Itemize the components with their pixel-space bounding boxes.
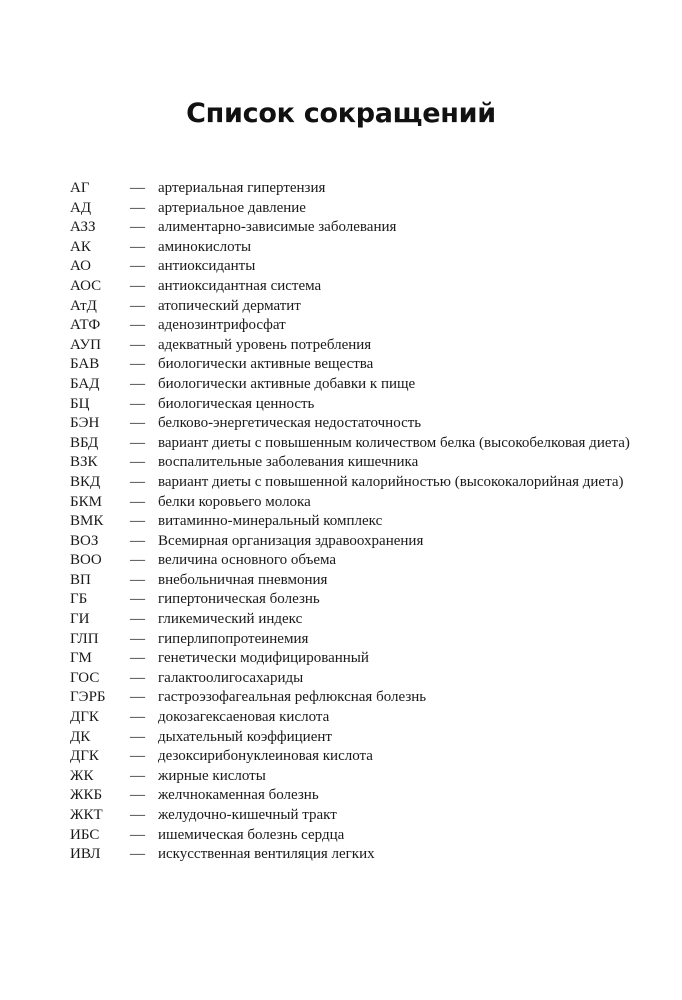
abbreviation-dash: — [130,807,145,823]
abbreviation-entry [70,590,630,610]
abbreviation-entry [70,297,630,317]
abbreviation-meaning: антиоксиданты [158,258,256,275]
abbreviation-dash: — [130,238,145,255]
abbreviation-code: БАД [70,375,100,392]
abbreviation-entry [70,218,630,238]
abbreviation-dash: — [130,532,145,549]
abbreviation-code: ИБС [70,826,100,843]
abbreviation-entry [70,767,630,787]
abbreviation-dash: — [130,571,145,588]
abbreviation-dash: — [130,395,145,412]
abbreviation-dash: — [130,317,145,334]
abbreviation-dash: — [130,356,145,373]
abbreviation-entry [70,571,630,591]
abbreviation-dash: — [130,552,145,569]
abbreviation-meaning: вариант диеты с повышенным количеством белка (высокобелковая диета) [158,434,630,451]
abbreviation-code: ВБД [70,434,99,451]
abbreviation-entry [70,395,630,415]
abbreviation-dash: — [130,728,145,745]
abbreviation-meaning: аденозинтрифосфат [158,317,286,334]
abbreviation-code: БКМ [70,493,102,510]
abbreviation-meaning: артериальная гипертензия [158,180,326,196]
abbreviation-code: БЭН [70,415,100,432]
abbreviation-entry [70,786,630,806]
abbreviation-entry [70,610,630,630]
abbreviation-meaning: гиперлипопротеинемия [158,630,309,647]
abbreviation-entry [70,512,630,532]
abbreviation-dash: — [130,434,145,451]
abbreviation-dash: — [130,630,145,647]
abbreviation-code: ЖК [70,767,94,784]
abbreviation-code: БАВ [70,356,100,373]
abbreviation-meaning: аминокислоты [158,238,252,255]
abbreviation-dash: — [130,513,145,530]
abbreviation-dash: — [130,787,145,804]
abbreviation-meaning: биологическая ценность [158,395,315,412]
abbreviation-entry [70,649,630,669]
abbreviation-meaning: галактоолигосахариды [158,669,304,686]
abbreviation-code: АтД [70,297,97,314]
abbreviation-entry [70,630,630,650]
abbreviation-code: БЦ [70,395,90,412]
abbreviation-entry [70,728,630,748]
abbreviation-meaning: желудочно-кишечный тракт [158,807,337,823]
abbreviation-entry [70,532,630,552]
abbreviation-meaning: атопический дерматит [158,297,301,314]
abbreviation-dash: — [130,219,145,236]
abbreviation-meaning: воспалительные заболевания кишечника [158,454,419,471]
abbreviation-dash: — [130,767,145,784]
abbreviation-dash: — [130,748,145,765]
abbreviation-meaning: докозагексаеновая кислота [158,709,330,726]
abbreviation-meaning: дыхательный коэффициент [158,728,332,745]
abbreviation-entry [70,336,630,356]
abbreviation-meaning: адекватный уровень потребления [158,336,372,353]
abbreviation-meaning: биологически активные добавки к пище [158,375,416,392]
abbreviation-entry [70,179,630,199]
abbreviation-meaning: жирные кислоты [158,767,266,784]
abbreviation-code: АК [70,238,91,255]
abbreviation-code: АО [70,258,91,275]
abbreviation-meaning: белково-энергетическая недостаточность [158,415,422,432]
abbreviation-meaning: искусственная вентиляция легких [158,846,375,863]
abbreviation-code: ИВЛ [70,846,101,863]
abbreviation-meaning: антиоксидантная система [158,277,322,294]
abbreviation-entry [70,199,630,219]
abbreviation-meaning: генетически модифицированный [158,650,369,667]
abbreviation-code: АУП [70,336,101,353]
abbreviation-code: АД [70,199,92,216]
abbreviation-meaning: величина основного объема [158,552,337,569]
abbreviation-dash: — [130,199,145,216]
abbreviation-dash: — [130,846,145,863]
abbreviation-dash: — [130,180,145,196]
abbreviation-entry [70,238,630,258]
abbreviation-dash: — [130,669,145,686]
abbreviation-entry [70,845,630,865]
abbreviation-code: ВМК [70,513,104,530]
abbreviation-meaning: ишемическая болезнь сердца [158,826,345,843]
abbreviation-entry [70,434,630,454]
abbreviation-entry [70,414,630,434]
abbreviation-meaning: гастроэзофагеальная рефлюксная болезнь [158,689,427,706]
abbreviation-entry [70,355,630,375]
abbreviation-meaning: биологически активные вещества [158,356,374,373]
abbreviation-dash: — [130,297,145,314]
abbreviation-entry [70,806,630,826]
abbreviation-code: АГ [70,180,90,196]
abbreviation-entry [70,747,630,767]
abbreviation-code: АТФ [70,317,101,334]
abbreviation-dash: — [130,336,145,353]
abbreviation-entry [70,708,630,728]
abbreviation-dash: — [130,709,145,726]
abbreviation-meaning: белки коровьего молока [158,493,311,510]
page-title: Список сокращений [186,98,496,129]
abbreviation-entry [70,688,630,708]
abbreviation-dash: — [130,493,145,510]
abbreviation-dash: — [130,277,145,294]
abbreviation-code: АОС [70,277,102,294]
abbreviation-entry [70,551,630,571]
abbreviation-code: ЖКБ [70,787,103,804]
abbreviation-code: ГМ [70,650,92,667]
abbreviation-meaning: гликемический индекс [158,611,303,628]
abbreviation-meaning: дезоксирибонуклеиновая кислота [158,748,373,765]
abbreviation-entry [70,375,630,395]
abbreviation-meaning: артериальное давление [158,199,306,216]
abbreviation-code: ДГК [70,748,99,765]
abbreviation-meaning: витаминно-минеральный комплекс [158,513,383,530]
abbreviation-dash: — [130,473,145,490]
abbreviation-meaning: алиментарно-зависимые заболевания [158,219,397,236]
abbreviation-meaning: вариант диеты с повышенной калорийностью (высококалорийная диета) [158,473,624,490]
abbreviation-code: ЖКТ [70,807,103,823]
abbreviation-code: ДГК [70,709,99,726]
abbreviation-code: ВОО [70,552,102,569]
abbreviation-code: ВЗК [70,454,98,471]
abbreviation-dash: — [130,826,145,843]
abbreviation-code: ДК [70,728,91,745]
abbreviation-code: ВОЗ [70,532,99,549]
abbreviation-dash: — [130,454,145,471]
abbreviation-entry [70,473,630,493]
abbreviation-dash: — [130,258,145,275]
abbreviation-dash: — [130,650,145,667]
abbreviation-dash: — [130,375,145,392]
abbreviation-entry [70,669,630,689]
abbreviation-entry [70,493,630,513]
abbreviation-code: ГЛП [70,630,99,647]
abbreviation-code: ГЭРБ [70,689,106,706]
abbreviation-code: ГИ [70,611,90,628]
abbreviation-code: ВП [70,571,91,588]
abbreviation-meaning: желчнокаменная болезнь [158,787,319,804]
abbreviation-entry [70,316,630,336]
abbreviation-meaning: гипертоническая болезнь [158,591,320,608]
abbreviation-code: АЗЗ [70,219,96,236]
abbreviation-entry [70,277,630,297]
abbreviation-meaning: внебольничная пневмония [158,571,328,588]
abbreviation-dash: — [130,415,145,432]
abbreviation-meaning: Всемирная организация здравоохранения [158,532,424,549]
abbreviation-entry [70,453,630,473]
abbreviation-dash: — [130,591,145,608]
abbreviation-code: ВКД [70,473,101,490]
abbreviation-entry [70,826,630,846]
abbreviation-list [70,179,630,865]
abbreviation-dash: — [130,611,145,628]
abbreviation-code: ГБ [70,591,88,608]
abbreviation-dash: — [130,689,145,706]
abbreviation-entry [70,257,630,277]
abbreviation-code: ГОС [70,669,100,686]
